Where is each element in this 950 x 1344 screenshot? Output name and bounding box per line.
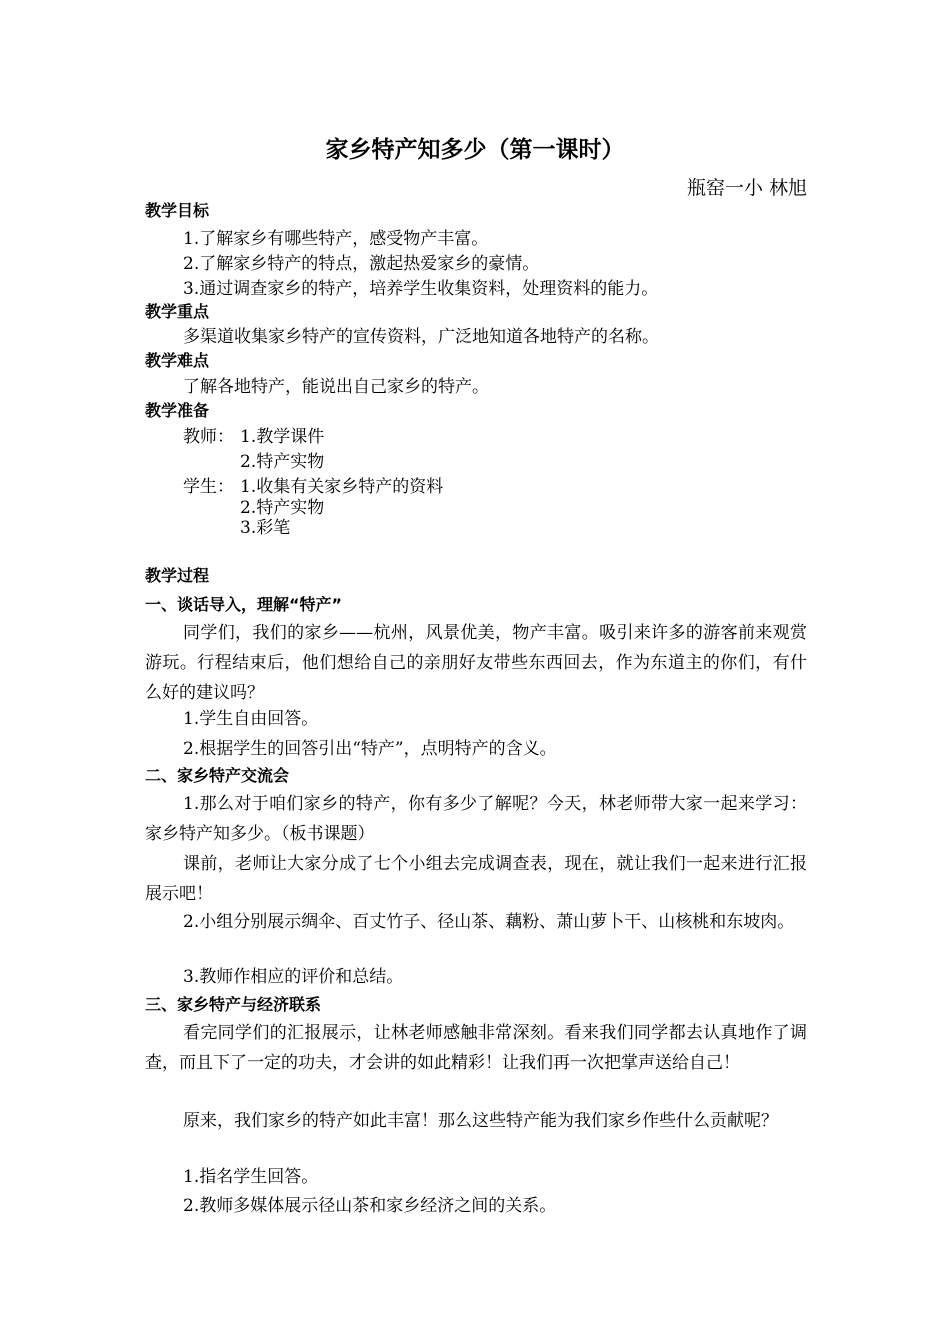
section-3-paragraph: 看完同学们的汇报展示，让林老师感触非常深刻。看来我们同学都去认真地作了调查，而且下了一定的功夫，才会讲的如此精彩！让我们再一次把掌声送给自己！ — [145, 1023, 807, 1073]
section-3-step: 1.指名学生回答。 — [183, 1167, 319, 1187]
section-1-intro: 同学们，我们的家乡——杭州，风景优美，物产丰富。吸引来许多的游客前来观赏游玩。行程结束后，他们想给自己的亲朋好友带些东西回去，作为东道主的你们，有什么好的建议吗？ — [145, 623, 807, 703]
section-2-heading: 二、家乡特产交流会 — [145, 766, 290, 785]
teacher-label: 教师： — [183, 427, 234, 447]
author-line: 瓶窑一小 林旭 — [686, 177, 807, 199]
student-label: 学生： — [183, 477, 234, 497]
section-2-paragraph: 课前，老师让大家分成了七个小组去完成调查表，现在，就让我们一起来进行汇报展示吧！ — [145, 854, 807, 904]
section-1-heading: 一、谈话导入，理解“特产” — [145, 595, 343, 614]
section-1-step: 1.学生自由回答。 — [183, 709, 319, 729]
student-item: 1.收集有关家乡特产的资料 — [240, 477, 444, 497]
objective-item: 2.了解家乡特产的特点，激起热爱家乡的豪情。 — [183, 254, 540, 274]
student-item: 2.特产实物 — [240, 498, 325, 518]
objectives-heading: 教学目标 — [145, 201, 210, 220]
objective-item: 3.通过调查家乡的特产，培养学生收集资料，处理资料的能力。 — [183, 279, 659, 299]
difficulty-text: 了解各地特产，能说出自己家乡的特产。 — [183, 377, 489, 397]
section-2-step: 3.教师作相应的评价和总结。 — [183, 967, 404, 987]
process-heading: 教学过程 — [145, 566, 210, 585]
section-3-step: 2.教师多媒体展示径山茶和家乡经济之间的关系。 — [183, 1196, 557, 1216]
section-3-heading: 三、家乡特产与经济联系 — [145, 995, 322, 1014]
key-point-text: 多渠道收集家乡特产的宣传资料，广泛地知道各地特产的名称。 — [183, 327, 659, 347]
objective-item: 1.了解家乡有哪些特产，感受物产丰富。 — [183, 229, 489, 249]
document-title: 家乡特产知多少（第一课时） — [325, 137, 625, 163]
section-2-step: 1.那么对于咱们家乡的特产，你有多少了解呢？今天，林老师带大家一起来学习：家乡特产知多少。（板书课题） — [145, 794, 807, 844]
student-item: 3.彩笔 — [240, 518, 291, 538]
difficulty-heading: 教学难点 — [145, 351, 210, 370]
section-2-step: 2.小组分别展示绸伞、百丈竹子、径山茶、藕粉、萧山萝卜干、山核桃和东坡肉。 — [183, 912, 795, 932]
preparation-heading: 教学准备 — [145, 401, 210, 420]
key-point-heading: 教学重点 — [145, 302, 210, 321]
teacher-item: 2.特产实物 — [240, 452, 325, 472]
section-3-paragraph: 原来，我们家乡的特产如此丰富！那么这些特产能为我们家乡作些什么贡献呢？ — [183, 1111, 778, 1131]
teacher-item: 1.教学课件 — [240, 427, 325, 447]
section-1-step: 2.根据学生的回答引出“特产”，点明特产的含义。 — [183, 739, 557, 759]
